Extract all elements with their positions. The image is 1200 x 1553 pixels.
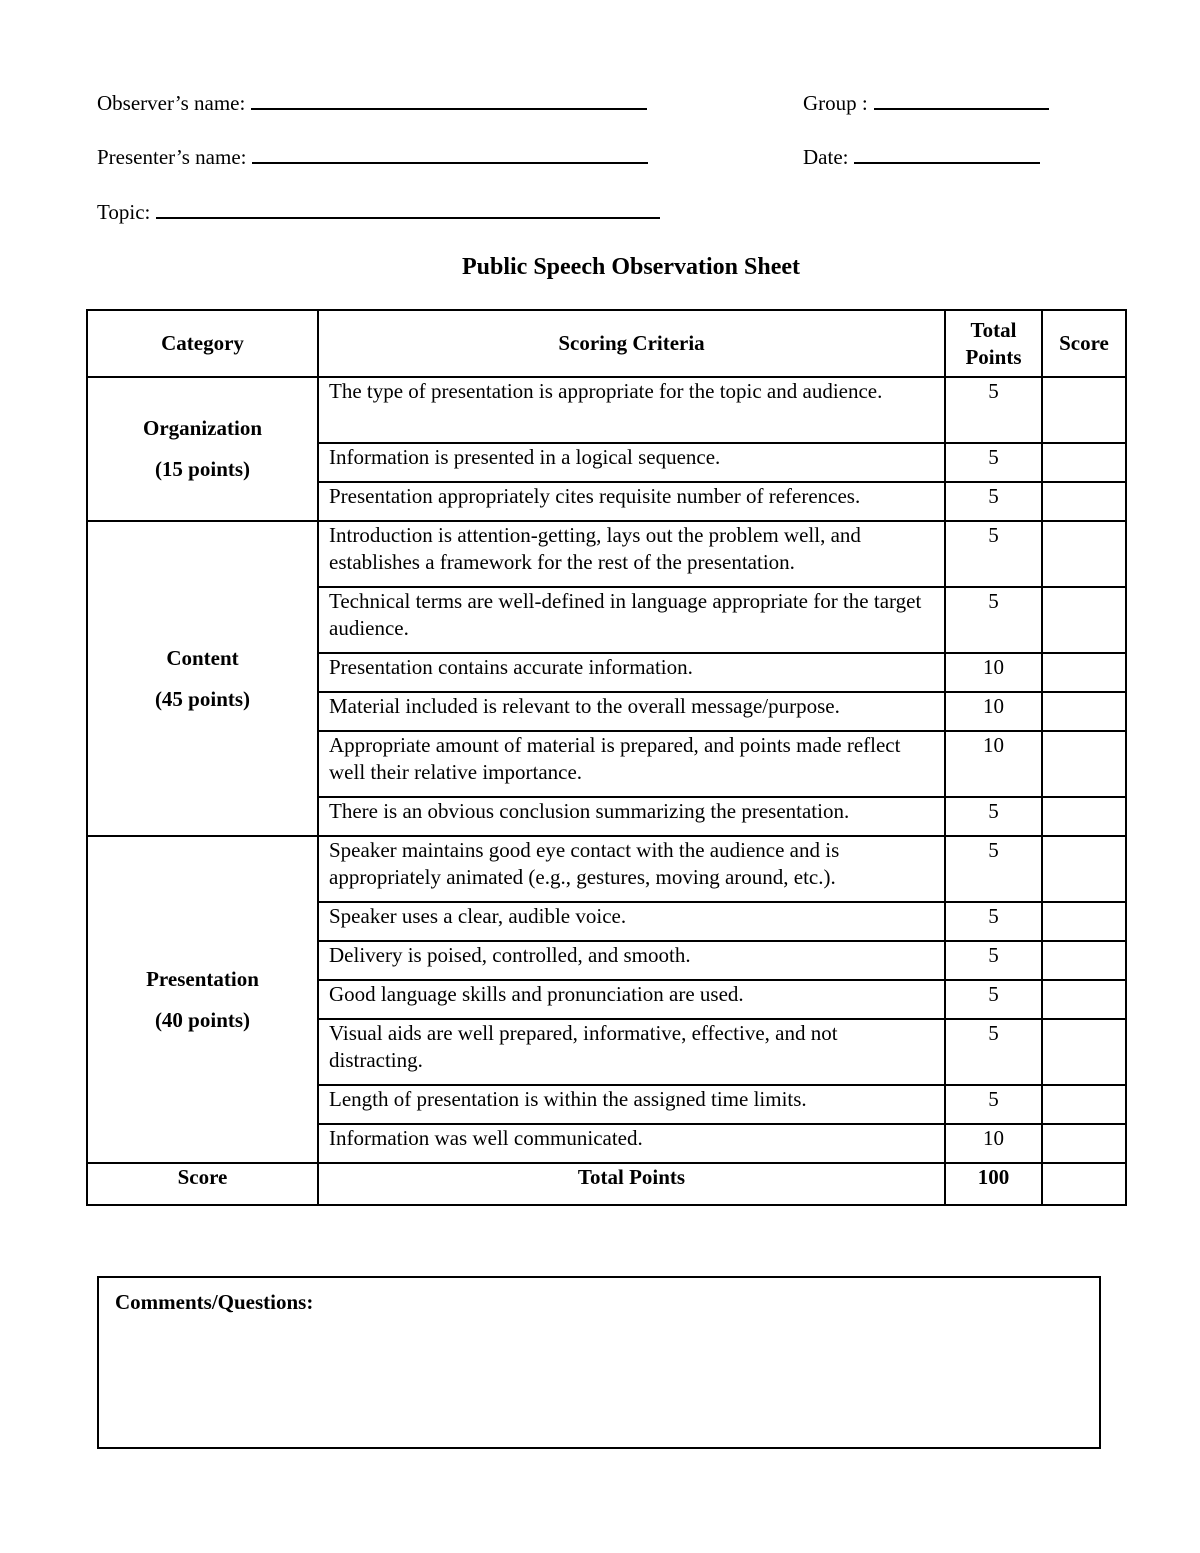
criterion-points: 10 [945,1124,1042,1163]
comments-box[interactable] [97,1276,1101,1449]
criterion-points: 5 [945,797,1042,836]
criterion-text: The type of presentation is appropriate for the topic and audience. [318,377,945,443]
score-cell[interactable] [1042,902,1126,941]
score-cell[interactable] [1042,521,1126,587]
criterion-points: 5 [945,587,1042,653]
criterion-points: 5 [945,902,1042,941]
criterion-text: Introduction is attention-getting, lays out the problem well, and establishes a framework for the rest of the presentation. [318,521,945,587]
criterion-text: Visual aids are well prepared, informative, effective, and not distracting. [318,1019,945,1085]
table-row [87,836,1126,902]
presenter-name-field[interactable] [97,144,648,169]
score-header: Score [1042,310,1126,377]
criterion-points: 5 [945,980,1042,1019]
category-points: (40 points) [154,1007,251,1032]
category-presentation [87,836,318,1163]
topic-field[interactable] [97,199,660,224]
score-cell[interactable] [1042,980,1126,1019]
score-cell[interactable] [1042,836,1126,902]
criterion-points: 5 [945,941,1042,980]
date-label: Date: [803,145,849,169]
criterion-text: Good language skills and pronunciation are used. [318,980,945,1019]
score-cell[interactable] [1042,797,1126,836]
score-cell[interactable] [1042,377,1126,443]
score-cell[interactable] [1042,731,1126,797]
criteria-header: Scoring Criteria [318,310,945,377]
table-row [87,377,1126,443]
criterion-text: Information was well communicated. [318,1124,945,1163]
presenter-name-label: Presenter’s name: [97,145,247,169]
group-label: Group : [803,91,868,115]
criterion-text: Delivery is poised, controlled, and smooth. [318,941,945,980]
criterion-text: Technical terms are well-defined in language appropriate for the target audience. [318,587,945,653]
criterion-text: Speaker uses a clear, audible voice. [318,902,945,941]
rubric-table [86,309,1127,1206]
group-field[interactable] [803,90,1049,115]
topic-label: Topic: [97,200,151,224]
footer-score-cell[interactable] [1042,1163,1126,1205]
footer-total-label: Total Points [318,1163,945,1205]
table-footer-row [87,1163,1126,1205]
score-cell[interactable] [1042,692,1126,731]
score-cell[interactable] [1042,443,1126,482]
total-points-header-line2: Points [965,344,1022,369]
category-name: Content [166,645,239,670]
category-content [87,521,318,836]
group-blank[interactable] [874,90,1049,110]
category-points: (45 points) [154,686,251,711]
topic-blank[interactable] [156,199,660,219]
criterion-points: 10 [945,692,1042,731]
total-points-header-line1: Total [970,317,1017,342]
criterion-text: There is an obvious conclusion summarizing the presentation. [318,797,945,836]
observer-name-label: Observer’s name: [97,91,246,115]
criterion-points: 5 [945,443,1042,482]
criterion-text: Presentation contains accurate information. [318,653,945,692]
footer-score-label: Score [87,1163,318,1205]
score-cell[interactable] [1042,941,1126,980]
score-cell[interactable] [1042,1124,1126,1163]
observer-name-blank[interactable] [251,90,647,110]
score-cell[interactable] [1042,1085,1126,1124]
observer-name-field[interactable] [97,90,647,115]
category-header: Category [87,310,318,377]
score-cell[interactable] [1042,482,1126,521]
score-cell[interactable] [1042,653,1126,692]
presenter-name-blank[interactable] [252,144,648,164]
total-points-header [945,310,1042,377]
criterion-points: 5 [945,1085,1042,1124]
comments-label: Comments/Questions: [115,1290,314,1314]
category-points: (15 points) [154,457,251,481]
criterion-text: Speaker maintains good eye contact with the audience and is appropriately animated (e.g., gestures, moving around, etc.). [318,836,945,902]
footer-total-value: 100 [945,1163,1042,1205]
criterion-points: 5 [945,482,1042,521]
criterion-text: Length of presentation is within the assigned time limits. [318,1085,945,1124]
page-title: Public Speech Observation Sheet [461,254,800,280]
criterion-points: 10 [945,653,1042,692]
criterion-points: 5 [945,1019,1042,1085]
table-row [87,521,1126,587]
date-blank[interactable] [854,144,1040,164]
criterion-text: Material included is relevant to the overall message/purpose. [318,692,945,731]
criterion-points: 5 [945,521,1042,587]
criterion-points: 10 [945,731,1042,797]
category-name: Organization [143,416,262,440]
category-name: Presentation [146,966,259,991]
criterion-text: Appropriate amount of material is prepared, and points made reflect well their relative importance. [318,731,945,797]
table-header-row [87,310,1126,377]
criterion-points: 5 [945,377,1042,443]
score-cell[interactable] [1042,1019,1126,1085]
score-cell[interactable] [1042,587,1126,653]
category-organization [87,377,318,521]
criterion-points: 5 [945,836,1042,902]
criterion-text: Presentation appropriately cites requisite number of references. [318,482,945,521]
date-field[interactable] [803,144,1040,169]
criterion-text: Information is presented in a logical sequence. [318,443,945,482]
